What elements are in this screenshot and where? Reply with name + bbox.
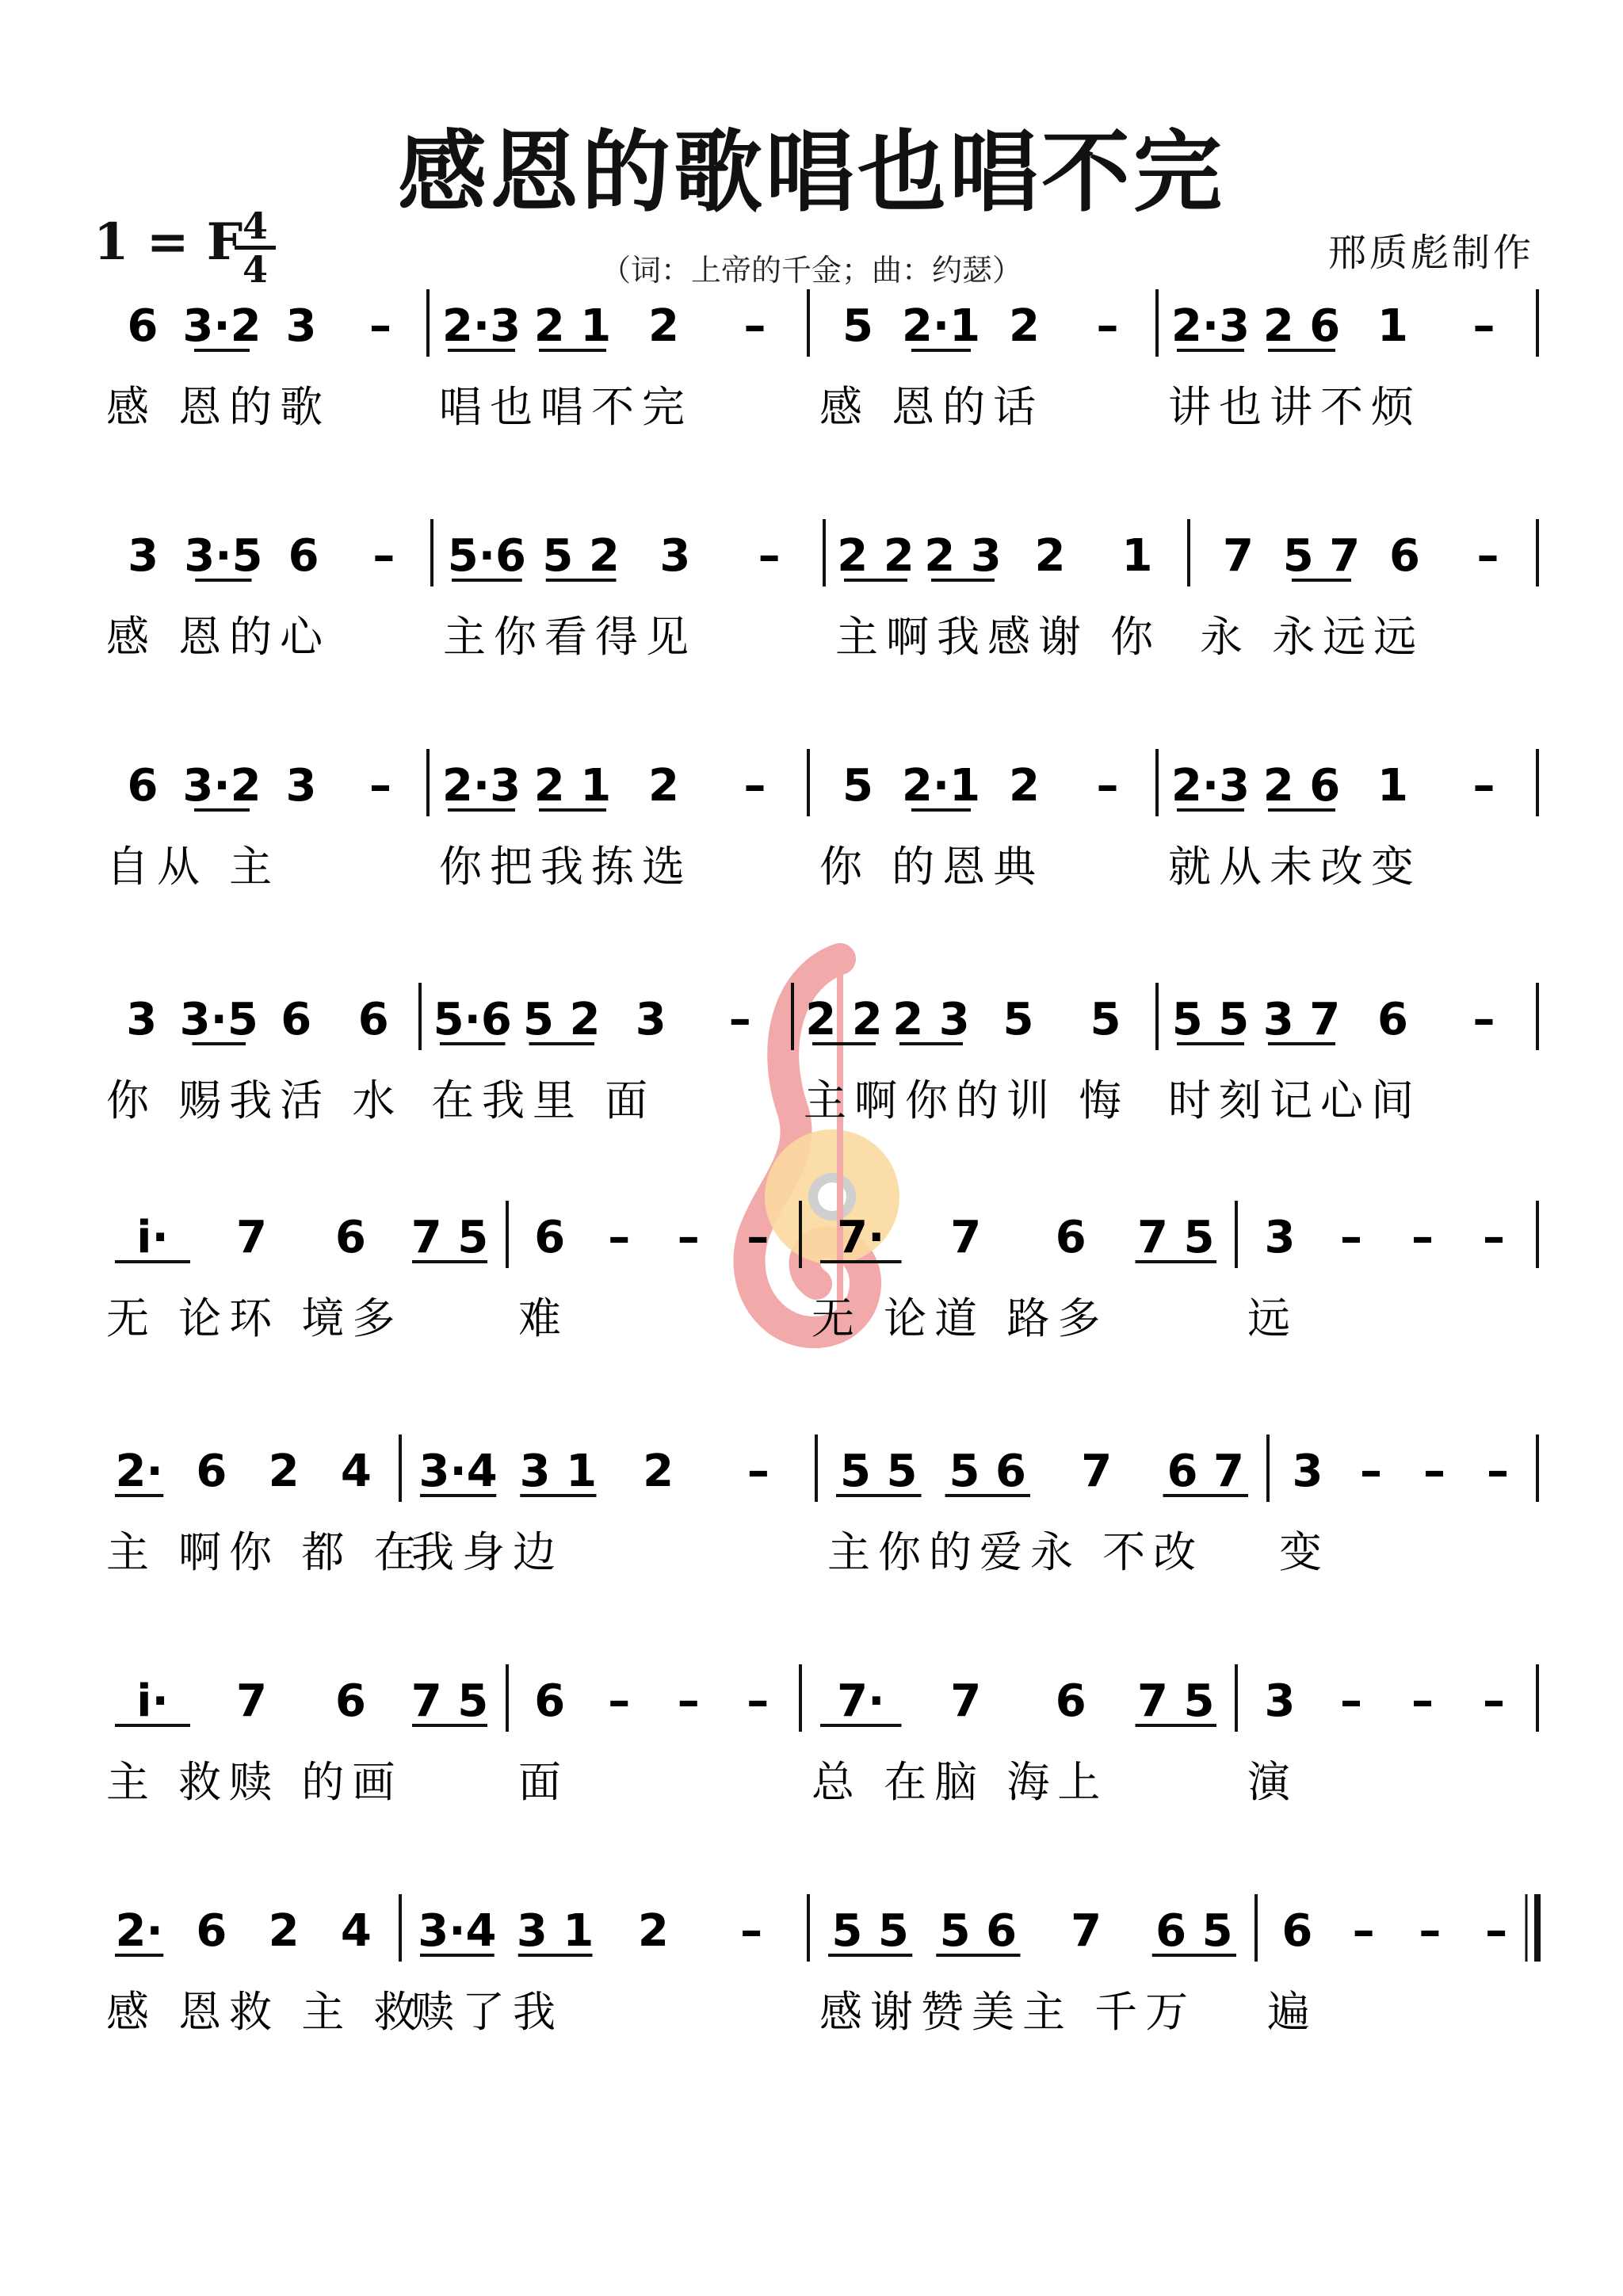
note: 3 7 (1262, 994, 1341, 1045)
note: 2· (115, 1905, 163, 1957)
note: 4 (340, 1446, 372, 1497)
note: i· (136, 1212, 169, 1263)
song-title: 感恩的歌唱也唱不完 (398, 121, 1225, 224)
note: – (1472, 994, 1495, 1045)
lyric: 感 恩的话 (819, 382, 1044, 432)
note: 7 (236, 1212, 267, 1263)
note: – (740, 1905, 763, 1957)
note: 7 (236, 1675, 267, 1727)
note: 3 1 (516, 1905, 594, 1957)
note: – (1340, 1212, 1362, 1263)
lyric: 就从未改变 (1168, 842, 1422, 892)
arranger: 邢质彪制作 (1327, 231, 1534, 275)
note: 2 6 (1262, 300, 1341, 352)
note: 5 6 (949, 1446, 1026, 1497)
note: 3 (1264, 1675, 1296, 1727)
note: – (1483, 1212, 1505, 1263)
lyric: 赎了我 (411, 1987, 563, 2037)
note: 3 (1264, 1212, 1296, 1263)
note: 7 5 (1137, 1675, 1215, 1727)
lyric: 变 (1279, 1527, 1330, 1577)
note: 6 (534, 1212, 566, 1263)
lyric: 无 论道 路多 (812, 1293, 1109, 1343)
note: 5·6 (447, 530, 526, 582)
note: – (743, 760, 766, 812)
note: 2·3 (441, 300, 521, 352)
note: 2 3 (924, 530, 1002, 582)
note: 2 (643, 1446, 674, 1497)
lyric: 永 永远远 (1200, 612, 1425, 662)
lyric: 远 (1247, 1293, 1298, 1343)
note: 7 5 (411, 1212, 489, 1263)
note: 5·6 (433, 994, 512, 1045)
lyric: 我身边 (411, 1527, 563, 1577)
note: 7 5 (411, 1675, 489, 1727)
note: 2 (1009, 760, 1040, 812)
note: – (1340, 1675, 1362, 1727)
lyric: 时刻记心间 (1168, 1075, 1422, 1125)
note: 6 (127, 760, 158, 812)
note: 5 7 (1282, 530, 1361, 582)
note: 6 (1055, 1212, 1086, 1263)
lyric: 主你的爱永 不改 (827, 1527, 1205, 1577)
lyric: 你 赐我活 水 (106, 1075, 403, 1125)
lyric: 你 的恩典 (819, 842, 1044, 892)
note: – (1096, 760, 1119, 812)
note: 2 6 (1262, 760, 1341, 812)
note: – (677, 1212, 700, 1263)
note: 2·3 (441, 760, 521, 812)
note: 2 (268, 1446, 300, 1497)
note: – (608, 1212, 631, 1263)
note: 2 (1034, 530, 1066, 582)
lyric: 主 啊你 都 在 (106, 1527, 425, 1577)
note: – (1472, 300, 1495, 352)
note: – (743, 300, 766, 352)
note: – (1419, 1905, 1442, 1957)
note: – (1472, 760, 1495, 812)
note: 5 (1002, 994, 1034, 1045)
lyric: 难 (518, 1293, 569, 1343)
note: 6 (1377, 994, 1408, 1045)
note: 6 (534, 1675, 566, 1727)
key-signature: 1 = F (94, 212, 243, 272)
note: 7 (950, 1675, 982, 1727)
note: 7 (1071, 1905, 1102, 1957)
note: – (728, 994, 751, 1045)
note: 6 (288, 530, 319, 582)
note: 7· (837, 1212, 885, 1263)
note: – (1352, 1905, 1375, 1957)
note: – (747, 1212, 769, 1263)
note: 3·2 (182, 300, 262, 352)
note: 6 5 (1155, 1905, 1233, 1957)
note: – (758, 530, 781, 582)
note: 6 (1055, 1675, 1086, 1727)
lyric: 讲也讲不烦 (1168, 382, 1422, 432)
note: 7 5 (1137, 1212, 1215, 1263)
note: – (1360, 1446, 1382, 1497)
note: 3·4 (418, 1446, 498, 1497)
note: – (372, 530, 395, 582)
note: 5 5 (831, 1905, 909, 1957)
note: 6 (357, 994, 389, 1045)
note: – (1487, 1446, 1509, 1497)
note: 3 (285, 760, 317, 812)
note: – (1483, 1675, 1505, 1727)
note: 5 2 (523, 994, 601, 1045)
note: – (1411, 1675, 1434, 1727)
note: 6 (127, 300, 158, 352)
time-signature-top: 4 (242, 204, 268, 247)
lyric: 唱也唱不完 (439, 382, 693, 432)
note: 5 (842, 760, 873, 812)
note: – (608, 1675, 631, 1727)
note: 6 (1281, 1905, 1313, 1957)
note: 2 (637, 1905, 669, 1957)
note: 2 (268, 1905, 300, 1957)
note: 2 2 (837, 530, 915, 582)
note: 6 (196, 1446, 227, 1497)
note: 1 (1121, 530, 1153, 582)
note: 6 (1389, 530, 1420, 582)
lyric: 遍 (1267, 1987, 1318, 2037)
note: – (1411, 1212, 1434, 1263)
note: i· (136, 1675, 169, 1727)
note: 3 (635, 994, 666, 1045)
lyric: 感谢赞美主 千万 (819, 1987, 1197, 2037)
note: – (369, 760, 391, 812)
note: 3·5 (179, 994, 258, 1045)
note: 3 (1292, 1446, 1323, 1497)
note: 3 (128, 530, 159, 582)
lyric: 自从 主 (106, 842, 281, 892)
note: – (1423, 1446, 1445, 1497)
note: 2·3 (1170, 760, 1251, 812)
note: 4 (340, 1905, 372, 1957)
note: 6 (196, 1905, 227, 1957)
note: 3 (285, 300, 317, 352)
note: – (747, 1446, 769, 1497)
lyric: 你把我拣选 (439, 842, 693, 892)
note: 2·3 (1170, 300, 1251, 352)
note: 5 (1090, 994, 1121, 1045)
time-signature-bottom: 4 (242, 248, 268, 291)
note: – (1096, 300, 1119, 352)
note: 1 (1377, 300, 1408, 352)
note: 2·1 (901, 300, 981, 352)
lyric: 总 在脑 海上 (812, 1757, 1109, 1807)
note: 3·5 (184, 530, 263, 582)
lyric: 主啊我感谢 你 (835, 612, 1162, 662)
lyric: 在我里 面 (431, 1075, 656, 1125)
note: 5 5 (1171, 994, 1250, 1045)
lyric: 主啊你的训 悔 (804, 1075, 1130, 1125)
note: 2 1 (533, 760, 612, 812)
note: 2 (1009, 300, 1040, 352)
note: 2 (648, 760, 679, 812)
note: 3·2 (182, 760, 262, 812)
note: 5 5 (840, 1446, 918, 1497)
note: 6 (281, 994, 312, 1045)
note: 2 3 (892, 994, 970, 1045)
lyric: 主 救赎 的画 (106, 1757, 403, 1807)
note: 6 (335, 1212, 366, 1263)
note: 2 1 (533, 300, 612, 352)
note: – (677, 1675, 700, 1727)
lyric: 感 恩的歌 (106, 382, 331, 432)
note: – (1476, 530, 1499, 582)
note: 3 (659, 530, 691, 582)
note: 2 (648, 300, 679, 352)
credits: （词：上帝的千金；曲：约瑟） (600, 253, 1022, 288)
lyric: 无 论环 境多 (106, 1293, 403, 1343)
note: 5 (842, 300, 873, 352)
note: 3 1 (519, 1446, 598, 1497)
note: 3·4 (418, 1905, 497, 1957)
lyric: 感 恩救 主 救 (106, 1987, 425, 2037)
note: 7 (1223, 530, 1254, 582)
note: 7 (1081, 1446, 1113, 1497)
note: – (369, 300, 391, 352)
note: 6 7 (1167, 1446, 1244, 1497)
note: – (747, 1675, 769, 1727)
note: 7· (837, 1675, 885, 1727)
note: 3 (126, 994, 158, 1045)
note: 2·1 (901, 760, 981, 812)
note: – (1485, 1905, 1508, 1957)
note: 6 (335, 1675, 366, 1727)
note: 5 2 (542, 530, 620, 582)
lyric: 主你看得见 (443, 612, 697, 662)
lyric: 面 (518, 1757, 569, 1807)
note: 7 (950, 1212, 982, 1263)
note: 5 6 (939, 1905, 1018, 1957)
lyric: 演 (1247, 1757, 1298, 1807)
note: 2· (115, 1446, 163, 1497)
note: 1 (1377, 760, 1408, 812)
note: 2 2 (805, 994, 883, 1045)
lyric: 感 恩的心 (106, 612, 331, 662)
